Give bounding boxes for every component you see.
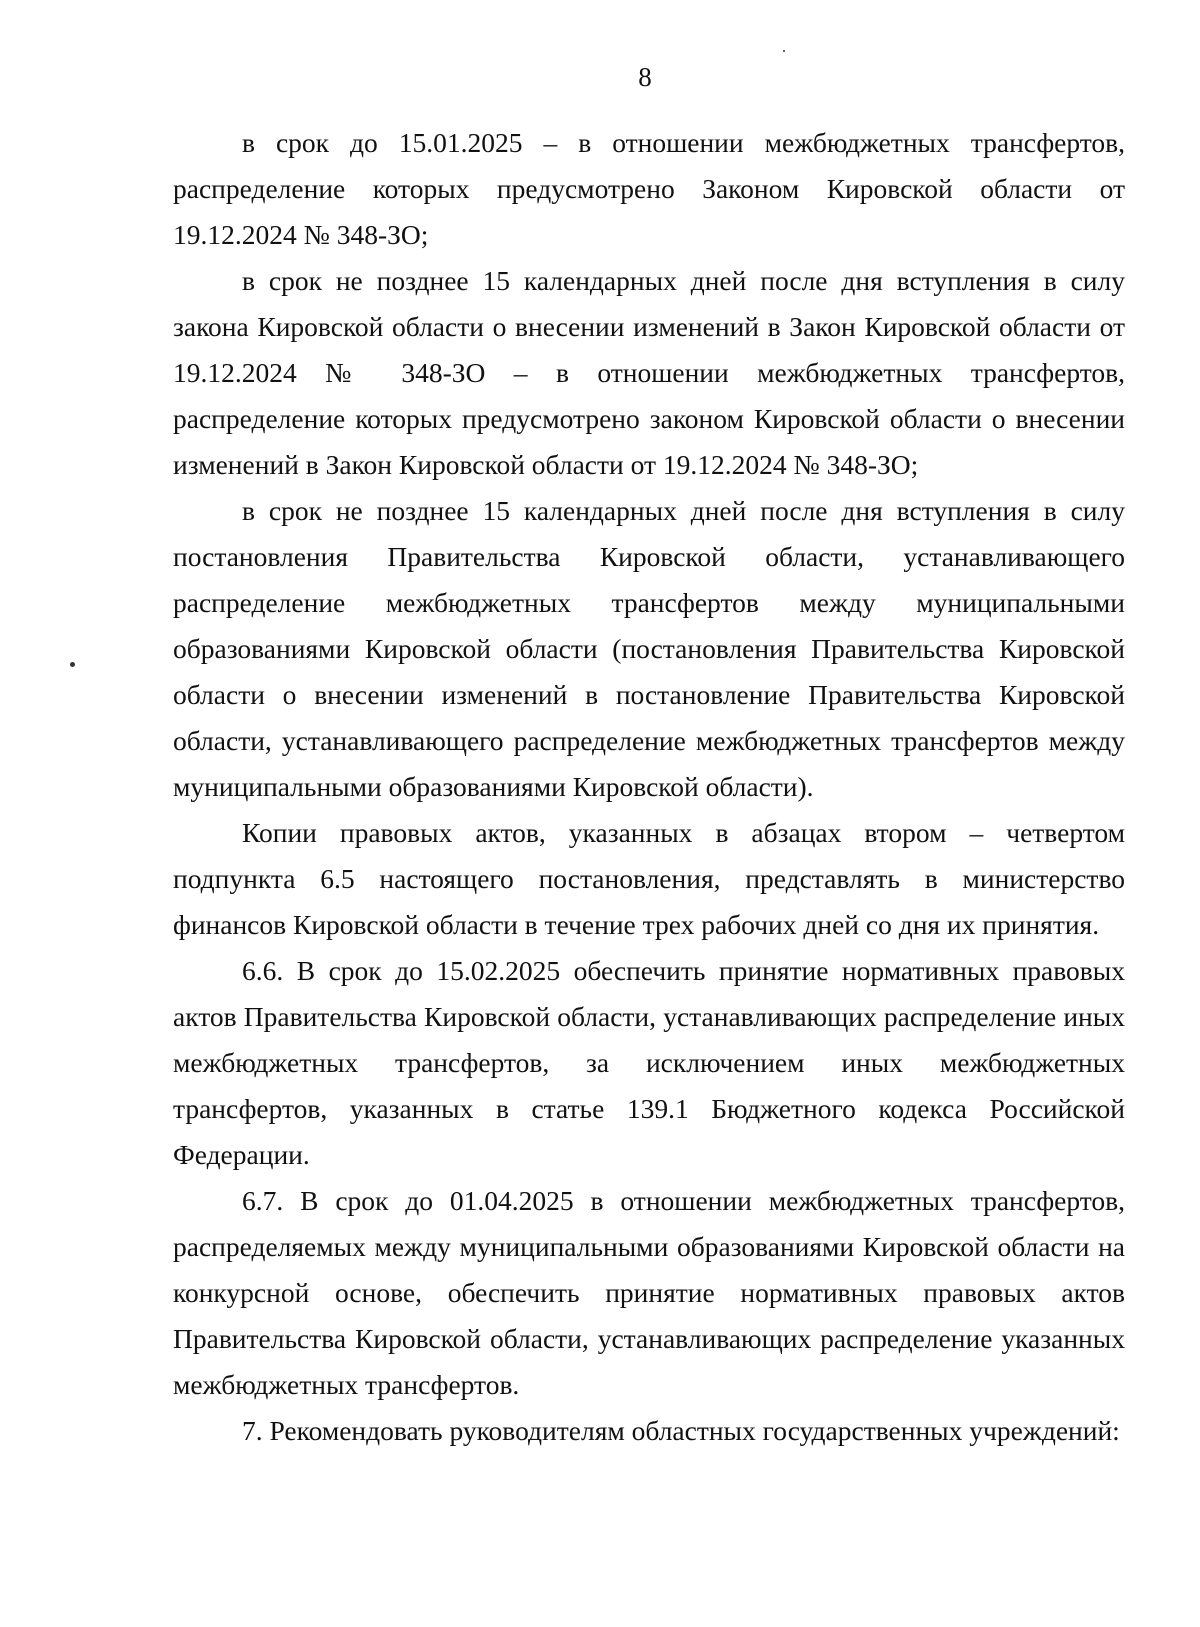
paragraph-copies-of-acts: Копии правовых актов, указанных в абзацах втором – четвертом подпункта 6.5 настоящего постановления, представлять в министерство финансов Кировской области в течение трех рабочих дней со дня их принятия.	[173, 817, 1125, 940]
scan-speck	[70, 662, 75, 667]
scan-speck	[783, 50, 785, 52]
paragraph-6-7: 6.7. В срок до 01.04.2025 в отношении межбюджетных трансфертов, распределяемых между муниципальными образованиями Кировской области на конкурсной основе, обеспечить принятие нормативных правовых актов Правительства Кировской области, устанавливающих распределение указанных межбюджетных трансфертов.	[173, 1185, 1125, 1400]
document-body	[173, 120, 1125, 1454]
paragraph-deadline-law-amendments: в срок не позднее 15 календарных дней после дня вступления в силу закона Кировской области о внесении изменений в Закон Кировской области от 19.12.2024 № 348-ЗО – в отношении межбюджетных трансфертов, распределение которых предусмотрено законом Кировской области о внесении изменений в Закон Кировской области от 19.12.2024 № 348-ЗО;	[173, 265, 1125, 480]
paragraph-6-6: 6.6. В срок до 15.02.2025 обеспечить принятие нормативных правовых актов Правительства Кировской области, устанавливающих распределение иных межбюджетных трансфертов, за исключением иных межбюджетных трансфертов, указанных в статье 139.1 Бюджетного кодекса Российской Федерации.	[173, 955, 1125, 1170]
page-number: 8	[638, 62, 652, 92]
paragraph-deadline-law: в срок до 15.01.2025 – в отношении межбюджетных трансфертов, распределение которых предусмотрено Законом Кировской области от 19.12.2024 № 348-ЗО;	[173, 127, 1125, 250]
paragraph-7: 7. Рекомендовать руководителям областных государственных учреждений:	[242, 1415, 1120, 1446]
paragraph-deadline-government-resolution: в срок не позднее 15 календарных дней после дня вступления в силу постановления Правительства Кировской области, устанавливающего распределение межбюджетных трансфертов между муниципальными образованиями Кировской области (постановления Правительства Кировской области о внесении изменений в постановление Правительства Кировской области, устанавливающего распределение межбюджетных трансфертов между муниципальными образованиями Кировской области).	[173, 495, 1125, 802]
